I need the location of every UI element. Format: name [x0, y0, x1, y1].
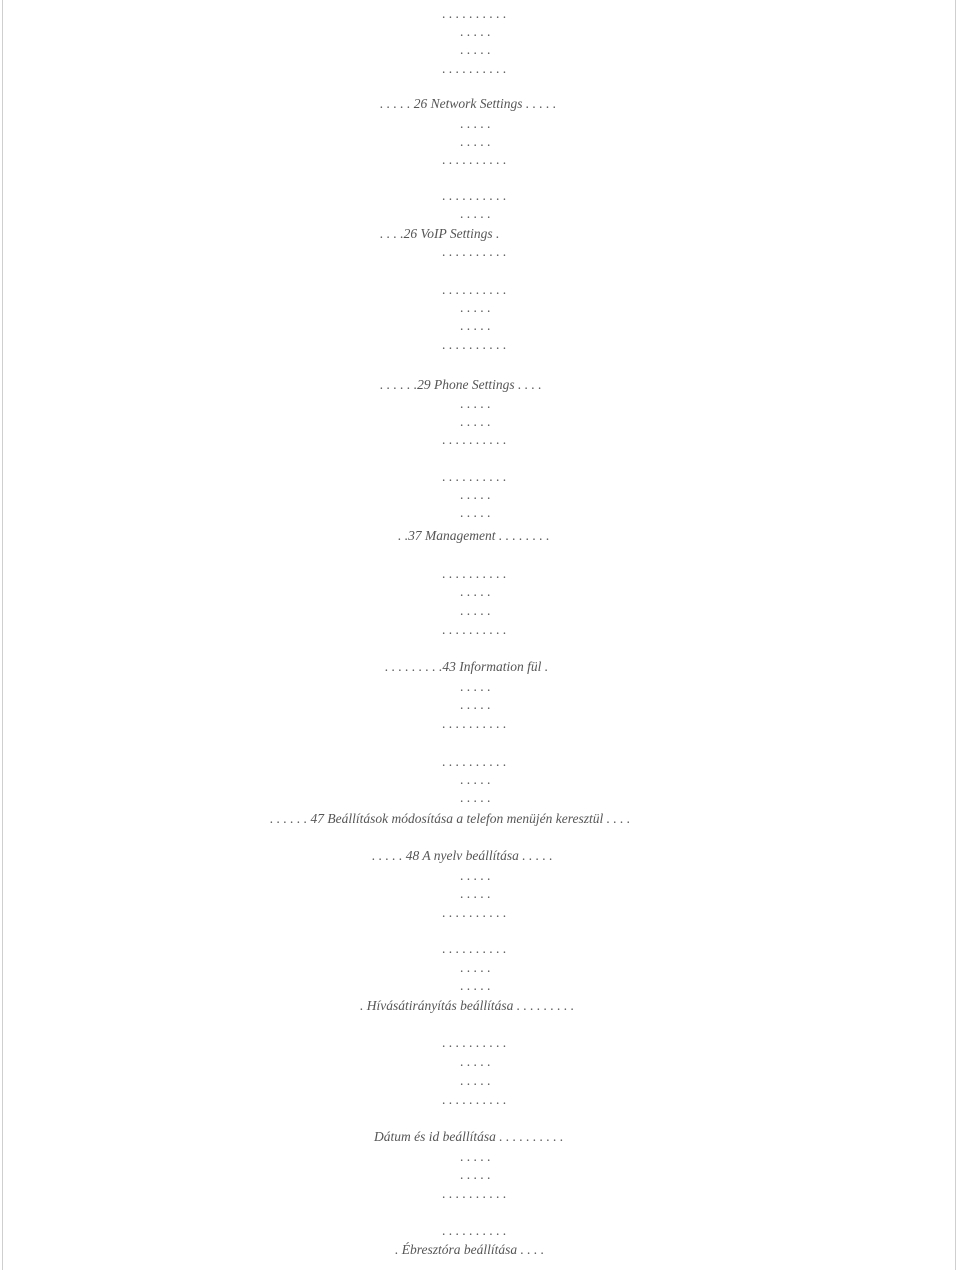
- dot-leader: . . . . . . . . . .: [442, 1186, 507, 1201]
- dot-leader: . . . . . . . . . .: [442, 566, 507, 581]
- dot-leader: . . . . .: [460, 790, 491, 805]
- dot-leader: . . . . .: [460, 697, 491, 712]
- dot-leader: . . . . .: [460, 1073, 491, 1088]
- dot-leader: . . . . .: [460, 886, 491, 901]
- dot-leader: . . . . .: [460, 1054, 491, 1069]
- dot-leader: . . . . .: [460, 42, 491, 57]
- dot-leader: . . . . .: [460, 772, 491, 787]
- dot-leader: . . . . .: [460, 679, 491, 694]
- dot-leader: . . . . . . . . . .: [442, 716, 507, 731]
- page-edge-right: [955, 0, 956, 1270]
- dot-leader: . . . . .: [460, 505, 491, 520]
- dot-leader: . . . . . . . . . .: [442, 61, 507, 76]
- toc-entry-call-forwarding: . Hívásátirányítás beállítása . . . . . . . . .: [360, 998, 575, 1013]
- dot-leader: . . . . .: [460, 318, 491, 333]
- toc-entry-phone-settings: . . . . . .29 Phone Settings . . . .: [380, 377, 542, 392]
- toc-entry-phone-menu-settings: . . . . . . 47 Beállítások módosítása a telefon menüjén keresztül . . . .: [270, 811, 631, 826]
- dot-leader: . . . . .: [460, 116, 491, 131]
- dot-leader: . . . . .: [460, 584, 491, 599]
- dot-leader: . . . . . . . . . .: [442, 188, 507, 203]
- toc-entry-voip-settings: . . . .26 VoIP Settings .: [380, 226, 500, 241]
- toc-entry-date-time: Dátum és id beállítása . . . . . . . . . .: [374, 1129, 564, 1144]
- dot-leader: . . . . . . . . . .: [442, 282, 507, 297]
- dot-leader: . . . . . . . . . .: [442, 432, 507, 447]
- toc-entry-management: . .37 Management . . . . . . . .: [398, 528, 550, 543]
- dot-leader: . . . . .: [460, 24, 491, 39]
- dot-leader: . . . . .: [460, 300, 491, 315]
- dot-leader: . . . . . . . . . .: [442, 1035, 507, 1050]
- dot-leader: . . . . . . . . . .: [442, 754, 507, 769]
- dot-leader: . . . . .: [460, 414, 491, 429]
- dot-leader: . . . . . . . . . .: [442, 622, 507, 637]
- dot-leader: . . . . . . . . . .: [442, 905, 507, 920]
- dot-leader: . . . . . . . . . .: [442, 244, 507, 259]
- toc-entry-information: . . . . . . . . .43 Information fül .: [385, 659, 549, 674]
- dot-leader: . . . . .: [460, 1167, 491, 1182]
- dot-leader: . . . . .: [460, 1149, 491, 1164]
- dot-leader: . . . . .: [460, 206, 491, 221]
- dot-leader: . . . . . . . . . .: [442, 337, 507, 352]
- dot-leader: . . . . . . . . . .: [442, 941, 507, 956]
- toc-entry-network-settings: . . . . . 26 Network Settings . . . . .: [380, 96, 557, 111]
- dot-leader: . . . . .: [460, 960, 491, 975]
- dot-leader: . . . . .: [460, 396, 491, 411]
- dot-leader: . . . . .: [460, 603, 491, 618]
- page-edge-left: [2, 0, 3, 1270]
- dot-leader: . . . . .: [460, 134, 491, 149]
- dot-leader: . . . . .: [460, 487, 491, 502]
- dot-leader: . . . . .: [460, 978, 491, 993]
- dot-leader: . . . . . . . . . .: [442, 152, 507, 167]
- dot-leader: . . . . . . . . . .: [442, 1092, 507, 1107]
- dot-leader: . . . . . . . . . .: [442, 6, 507, 21]
- dot-leader: . . . . . . . . . .: [442, 469, 507, 484]
- toc-entry-alarm: . Ébresztóra beállítása . . . .: [395, 1242, 545, 1257]
- dot-leader: . . . . .: [460, 868, 491, 883]
- toc-entry-language: . . . . . 48 A nyelv beállítása . . . . .: [372, 848, 553, 863]
- dot-leader: . . . . . . . . . .: [442, 1223, 507, 1238]
